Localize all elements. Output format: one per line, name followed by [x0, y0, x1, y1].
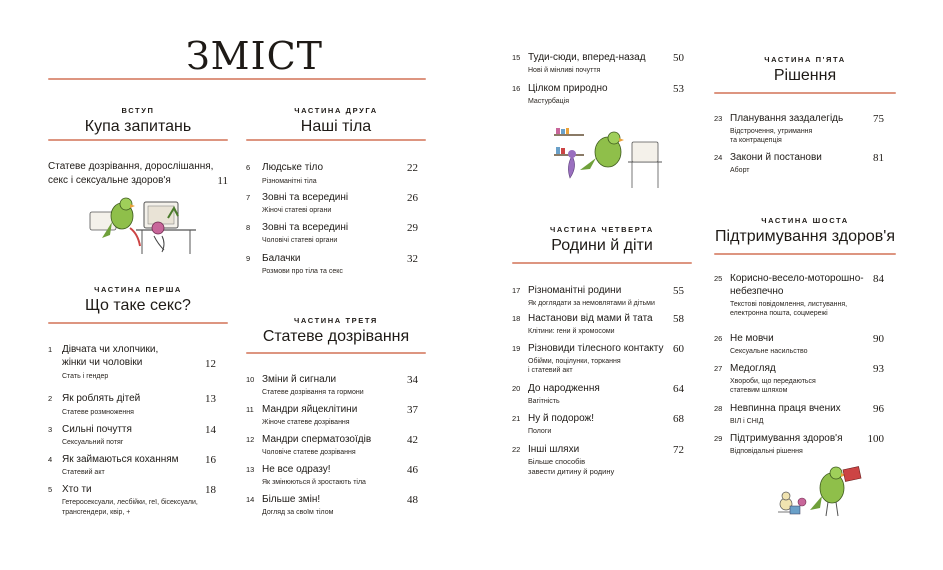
entry-title: Статеве дозрівання, дорослішання,	[48, 161, 214, 172]
entry-subtitle: Пологи	[528, 428, 552, 435]
entry-title: Більше змін!	[262, 494, 321, 505]
entry-page: 68	[673, 413, 684, 425]
entry-page: 50	[673, 52, 684, 64]
entry-number: 11	[246, 405, 254, 414]
entry-title: Як роблять дітей	[62, 393, 141, 404]
part2-divider	[246, 139, 426, 141]
entry-subtitle: Мастурбація	[528, 98, 569, 105]
entry-title: Ну й подорож!	[528, 413, 594, 424]
entry-subtitle: Відстрочення, утримання	[730, 128, 813, 135]
title-divider	[48, 78, 426, 80]
entry-title: Сильні почуття	[62, 424, 132, 435]
part5-label: ЧАСТИНА П'ЯТА	[764, 55, 846, 64]
entry-page: 14	[205, 424, 216, 436]
entry-page: 64	[673, 383, 684, 395]
entry-page: 53	[673, 83, 684, 95]
entry-page: 34	[407, 374, 418, 386]
entry-number: 12	[246, 435, 255, 444]
entry-title: Різновиди тілесного контакту	[528, 343, 664, 354]
toc-entry-15[interactable]	[512, 52, 684, 76]
part2-label: ЧАСТИНА ДРУГА	[294, 106, 378, 115]
entry-subtitle: Жіночі статеві органи	[262, 207, 332, 214]
entry-title: Не мовчи	[730, 333, 774, 344]
entry-number: 23	[714, 114, 723, 123]
entry-subtitle: Статевий акт	[62, 469, 105, 476]
entry-subtitle: Жіноче статеве дозрівання	[262, 419, 350, 426]
toc-entry-2[interactable]	[48, 393, 216, 417]
entry-number: 4	[48, 455, 53, 464]
entry-subtitle-line2: трансгендери, квір, +	[62, 509, 131, 516]
part3-divider	[246, 352, 426, 354]
entry-number: 9	[246, 254, 251, 263]
toc-entry-21[interactable]	[512, 413, 684, 437]
entry-title: Зміни й сигнали	[262, 374, 337, 385]
toc-entry-8[interactable]	[246, 222, 418, 246]
entry-page: 32	[407, 253, 418, 265]
entry-subtitle-line2: електронна пошта, соцмережі	[730, 310, 828, 317]
toc-entry-22[interactable]	[512, 444, 684, 478]
entry-title: Зовні та всередині	[262, 222, 349, 233]
entry-number: 26	[714, 334, 723, 343]
entry-title: Не все одразу!	[262, 464, 331, 475]
part5-divider	[714, 92, 896, 94]
entry-title: Балачки	[262, 253, 301, 264]
entry-subtitle: Чоловіче статеве дозрівання	[262, 449, 356, 456]
entry-page: 100	[867, 433, 884, 445]
entry-title: Підтримування здоров'я	[730, 433, 843, 444]
toc-entry-10[interactable]	[246, 374, 418, 398]
entry-number: 28	[714, 404, 723, 413]
entry-number: 3	[48, 425, 53, 434]
entry-page: 22	[407, 162, 418, 174]
part2-title: Наші тіла	[300, 118, 372, 135]
entry-subtitle: Статеве дозрівання та гормони	[262, 389, 364, 396]
entry-subtitle: Обійми, поцілунки, торкання	[528, 358, 621, 365]
intro-label: ВСТУП	[121, 106, 155, 115]
toc-entry-27[interactable]	[714, 363, 884, 397]
entry-subtitle: Нові й мінливі почуття	[528, 67, 601, 74]
entry-number: 6	[246, 163, 251, 172]
entry-number: 10	[246, 375, 255, 384]
entry-title-line2: небезпечно	[730, 286, 784, 297]
entry-subtitle: Вагітність	[528, 398, 560, 405]
entry-page: 29	[407, 222, 418, 234]
part4-label: ЧАСТИНА ЧЕТВЕРТА	[550, 225, 654, 234]
part3-title: Статеве дозрівання	[262, 328, 410, 345]
entry-page: 58	[673, 313, 684, 325]
toc-entry-24[interactable]	[714, 152, 884, 176]
entry-number: 18	[512, 314, 521, 323]
part4-title: Родини й діти	[551, 237, 653, 254]
toc-entry-4[interactable]	[48, 454, 216, 478]
entry-title: Зовні та всередині	[262, 192, 349, 203]
entry-subtitle: Як доглядати за немовлятами й дітьми	[528, 300, 655, 307]
entry-title: Корисно-весело-моторошно-	[730, 273, 864, 284]
entry-title-line2: жінки чи чоловіки	[62, 357, 143, 368]
intro-title: Купа запитань	[84, 118, 192, 135]
entry-page: 13	[205, 393, 216, 405]
entry-number: 27	[714, 364, 723, 373]
entry-subtitle: Статеве розмноження	[62, 409, 134, 416]
entry-number: 5	[48, 485, 53, 494]
entry-page: 84	[873, 273, 884, 285]
toc-entry-5[interactable]	[48, 484, 216, 518]
entry-number: 17	[512, 286, 521, 295]
part1-title: Що таке секс?	[85, 297, 191, 314]
entry-subtitle: Різноманітні тіла	[262, 178, 317, 185]
entry-title: Планування заздалегідь	[730, 113, 844, 124]
entry-number: 21	[512, 414, 521, 423]
entry-number: 14	[246, 495, 255, 504]
part6-divider	[714, 253, 896, 255]
toc-entry-18[interactable]	[512, 313, 684, 337]
toc-entry-20[interactable]	[512, 383, 684, 407]
toc-entry-25[interactable]	[714, 273, 884, 327]
entry-number: 22	[512, 445, 521, 454]
entry-title: Різноманітні родини	[528, 285, 622, 296]
toc-entry-14[interactable]	[246, 494, 418, 518]
toc-entry-19[interactable]	[512, 343, 684, 377]
toc-entry-7[interactable]	[246, 192, 418, 216]
entry-title: Мандри сперматозоїдів	[262, 434, 372, 445]
toc-entry-12[interactable]	[246, 434, 418, 458]
entry-page: 11	[217, 175, 228, 187]
entry-subtitle: Клітини: гени й хромосоми	[528, 328, 615, 335]
entry-subtitle: Чоловічі статеві органи	[262, 237, 338, 244]
part6-label: ЧАСТИНА ШОСТА	[761, 216, 849, 225]
toc-entry-29[interactable]	[714, 433, 884, 457]
entry-page: 18	[205, 484, 216, 496]
intro-divider	[48, 139, 228, 141]
entry-page: 26	[407, 192, 418, 204]
entry-number: 29	[714, 434, 723, 443]
entry-title: Як займаються коханням	[62, 454, 179, 465]
parrot-bookshelf-illustration	[552, 128, 664, 190]
toc-entry-1[interactable]	[48, 344, 216, 384]
entry-title: Дівчата чи хлопчики,	[62, 344, 159, 355]
toc-entry-16[interactable]	[512, 83, 684, 107]
entry-page: 96	[873, 403, 884, 415]
entry-title: Хто ти	[62, 484, 92, 495]
entry-page: 12	[205, 358, 216, 370]
parrot-reading-illustration	[770, 460, 864, 520]
entry-title: Туди-сюди, вперед-назад	[528, 52, 646, 63]
entry-subtitle: Гетеросексуали, лесбійки, геї, бісексуали,	[62, 499, 198, 506]
entry-subtitle-line2: завести дитину й родину	[528, 467, 615, 476]
part4-divider	[512, 262, 692, 264]
entry-subtitle: Відповідальні рішення	[730, 448, 803, 455]
entry-title-line2: секс і сексуальне здоров'я	[48, 175, 171, 186]
part5-title: Рішення	[773, 67, 837, 84]
entry-number: 15	[512, 53, 521, 62]
entry-subtitle: Догляд за своїм тілом	[262, 509, 334, 516]
part1-divider	[48, 322, 228, 324]
entry-title: Невпинна праця вчених	[730, 403, 841, 414]
entry-page: 60	[673, 343, 684, 355]
entry-title: Мандри яйцеклітини	[262, 404, 358, 415]
entry-page: 90	[873, 333, 884, 345]
entry-number: 13	[246, 465, 255, 474]
entry-title: Цілком природно	[528, 83, 608, 94]
entry-title: Медогляд	[730, 363, 776, 374]
entry-subtitle-line2: статевим шляхом	[730, 387, 788, 394]
entry-subtitle: Сексуальне насильство	[730, 348, 808, 355]
entry-subtitle: Аборт	[730, 167, 750, 174]
parrots-computer-illustration	[86, 192, 198, 256]
part3-label: ЧАСТИНА ТРЕТЯ	[294, 316, 378, 325]
toc-entry-9[interactable]	[246, 253, 418, 277]
entry-page: 48	[407, 494, 418, 506]
entry-page: 16	[205, 454, 216, 466]
entry-subtitle: Сексуальний потяг	[62, 439, 124, 446]
toc-entry-23[interactable]	[714, 113, 884, 147]
page-title: ЗМІСТ	[186, 34, 324, 78]
entry-subtitle: ВІЛ і СНІД	[730, 418, 764, 425]
toc-entry-6[interactable]	[246, 162, 418, 186]
entry-title: Закони й постанови	[730, 152, 822, 163]
entry-page: 72	[673, 444, 684, 456]
entry-page: 75	[873, 113, 884, 125]
toc-entry-17[interactable]	[512, 285, 684, 309]
entry-title: Інші шляхи	[528, 444, 580, 455]
toc-entry-3[interactable]	[48, 424, 216, 448]
entry-subtitle: Розмови про тіла та секс	[262, 268, 343, 275]
entry-subtitle-line2: і статевий акт	[528, 367, 573, 374]
entry-number: 24	[714, 153, 723, 162]
entry-number: 20	[512, 384, 521, 393]
intro-entry[interactable]	[48, 161, 228, 189]
entry-subtitle: Як змінюються й зростають тіла	[262, 479, 366, 486]
entry-number: 1	[48, 345, 53, 354]
toc-entry-11[interactable]	[246, 404, 418, 428]
entry-page: 55	[673, 285, 684, 297]
part1-label: ЧАСТИНА ПЕРША	[94, 285, 182, 294]
entry-subtitle: Більше способів	[528, 457, 586, 466]
entry-page: 93	[873, 363, 884, 375]
entry-number: 19	[512, 344, 521, 353]
entry-subtitle: Текстові повідомлення, листування,	[730, 301, 848, 308]
entry-number: 25	[714, 274, 723, 283]
toc-entry-28[interactable]	[714, 403, 884, 427]
entry-subtitle: Стать і гендер	[62, 373, 109, 380]
entry-title: До народження	[528, 383, 600, 394]
entry-number: 8	[246, 223, 251, 232]
part6-title: Підтримування здоров'я	[715, 228, 895, 245]
entry-page: 46	[407, 464, 418, 476]
entry-subtitle: Хвороби, що передаються	[730, 378, 816, 385]
entry-number: 16	[512, 84, 521, 93]
entry-title: Настанови від мами й тата	[528, 313, 653, 324]
entry-page: 42	[407, 434, 418, 446]
entry-page: 37	[407, 404, 418, 416]
entry-page: 81	[873, 152, 884, 164]
entry-subtitle-line2: та контрацепція	[730, 137, 782, 144]
entry-number: 7	[246, 193, 251, 202]
toc-entry-13[interactable]	[246, 464, 418, 488]
entry-title: Людське тіло	[262, 162, 324, 173]
toc-entry-26[interactable]	[714, 333, 884, 357]
entry-number: 2	[48, 394, 53, 403]
